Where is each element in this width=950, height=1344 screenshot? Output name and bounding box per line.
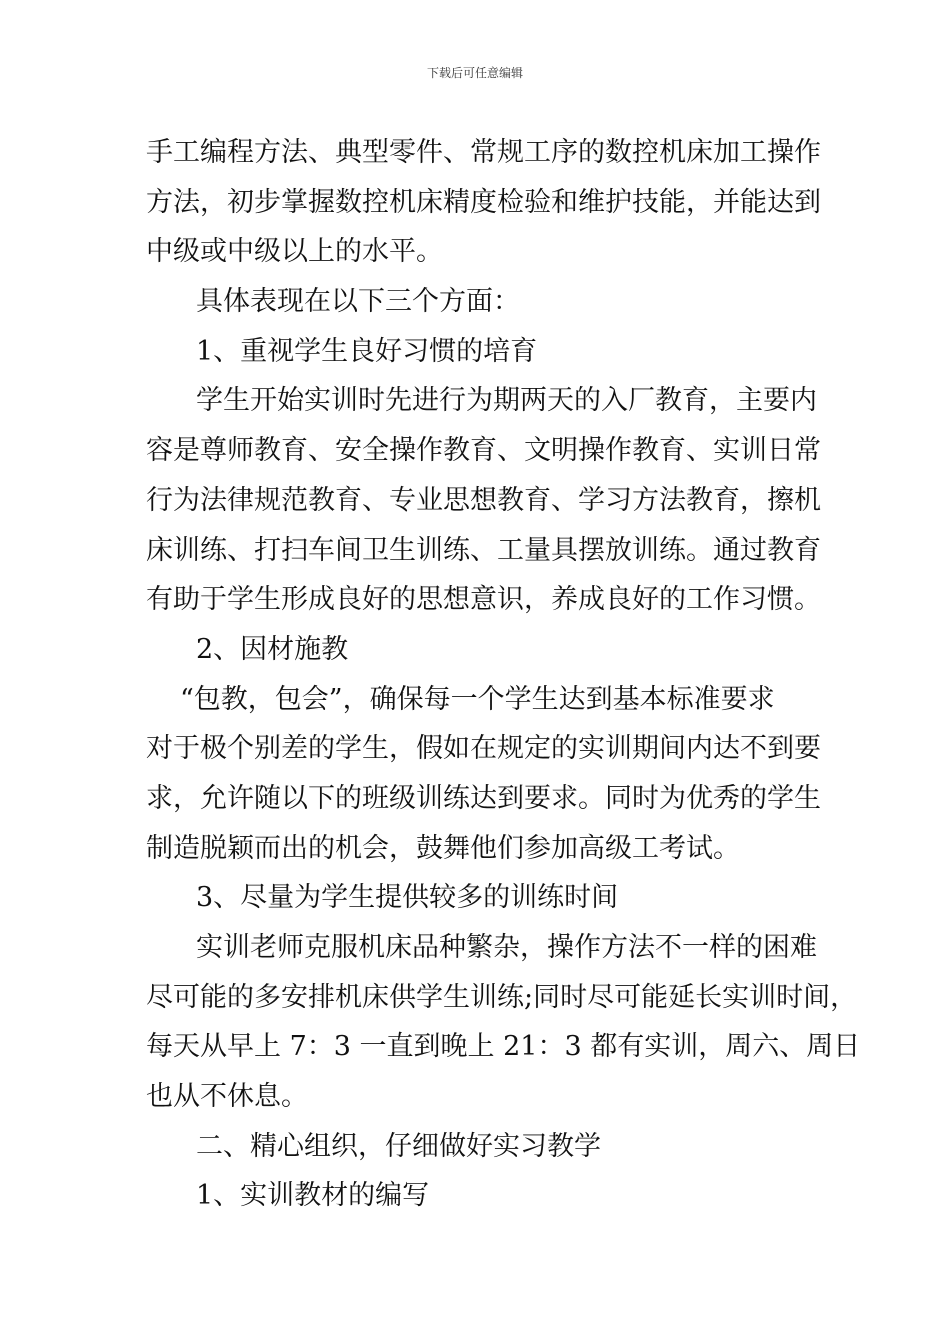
paragraph-line: 每天从早上 7：3 一直到晚上 21：3 都有实训，周六、周日 [146,1031,861,1063]
paragraph-line: 有助于学生形成良好的思想意识，养成良好的工作习惯。 [146,584,821,616]
document-body [146,128,861,1221]
paragraph-line: 学生开始实训时先进行为期两天的入厂教育，主要内 [196,385,817,417]
paragraph-line: 具体表现在以下三个方面： [196,286,520,318]
chapter-heading: 二、精心组织，仔细做好实习教学 [196,1130,601,1162]
page-header-note: 下载后可任意编辑 [426,66,523,80]
paragraph-line: 手工编程方法、典型零件、常规工序的数控机床加工操作 [146,137,821,168]
paragraph-line: 求，允许随以下的班级训练达到要求。同时为优秀的学生 [146,782,821,814]
paragraph-line: 尽可能的多安排机床供学生训练;同时尽可能延长实训时间， [146,981,858,1013]
section-heading: 1、实训教材的编写 [196,1180,430,1212]
paragraph-line: 也从不休息。 [146,1081,308,1113]
paragraph-line: 中级或中级以上的水平。 [146,236,443,268]
paragraph-line: 对于极个别差的学生，假如在规定的实训期间内达不到要 [146,733,821,765]
section-heading: 3、尽量为学生提供较多的训练时间 [196,882,619,914]
paragraph-line: 行为法律规范教育、专业思想教育、学习方法教育，擦机 [146,484,821,516]
paragraph-line: 方法，初步掌握数控机床精度检验和维护技能，并能达到 [146,186,821,218]
section-heading: 1、重视学生良好习惯的培育 [196,335,538,367]
section-heading: 2、因材施教 [196,633,349,665]
paragraph-line: 床训练、打扫车间卫生训练、工量具摆放训练。通过教育 [146,534,821,566]
paragraph-line: “包教，包会”，确保每一个学生达到基本标准要求 [180,683,775,715]
paragraph-line: 实训老师克服机床品种繁杂，操作方法不一样的困难 [196,932,817,963]
paragraph-line: 制造脱颖而出的机会，鼓舞他们参加高级工考试。 [146,832,740,864]
paragraph-line: 容是尊师教育、安全操作教育、文明操作教育、实训日常 [146,435,821,467]
